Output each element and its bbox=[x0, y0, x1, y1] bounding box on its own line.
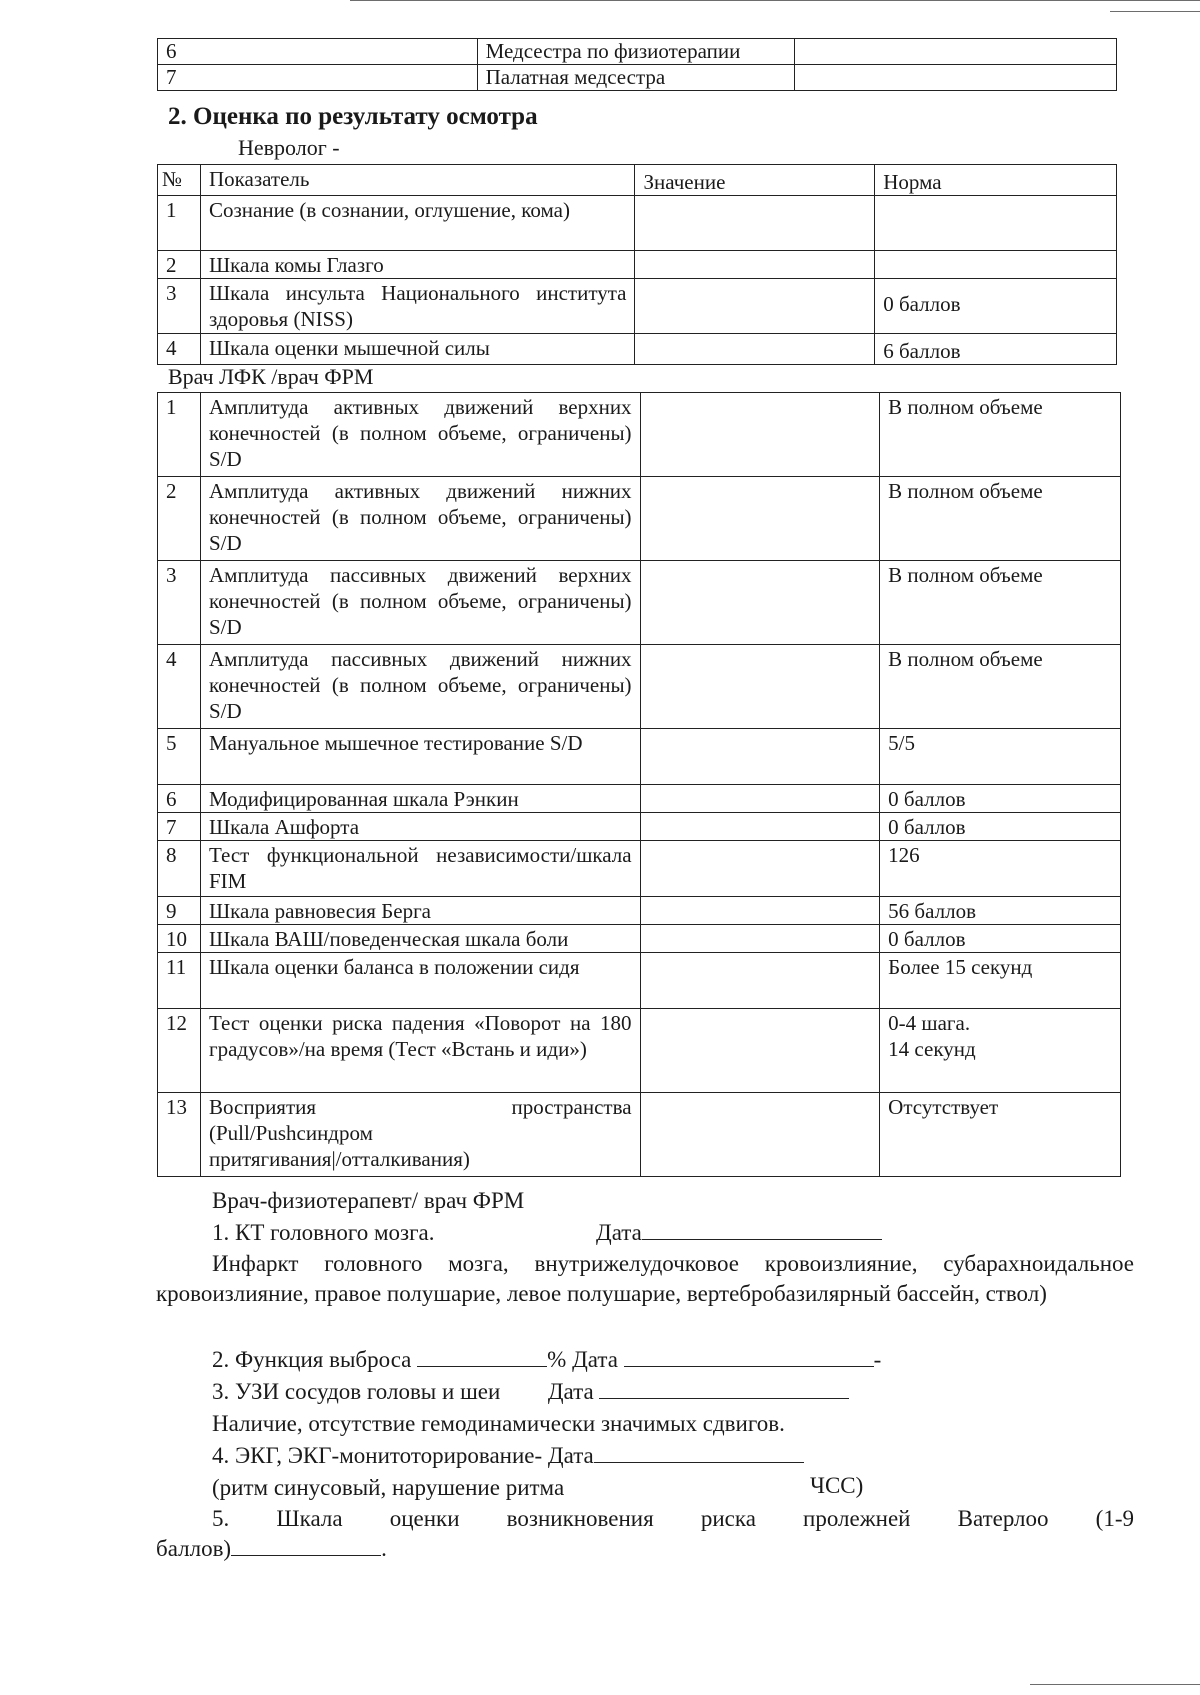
table-row bbox=[158, 279, 1117, 334]
staff-role: Медсестра по физиотерапии bbox=[477, 39, 795, 65]
table-row bbox=[158, 1093, 1121, 1177]
row-value bbox=[640, 925, 880, 953]
row-value bbox=[640, 785, 880, 813]
ef-dash: - bbox=[873, 1347, 882, 1372]
row-num: 12 bbox=[158, 1009, 201, 1093]
usg-note: Наличие, отсутствие гемодинамически значимых сдвигов. bbox=[212, 1411, 785, 1436]
row-value bbox=[640, 1009, 880, 1093]
scan-edge-line-top-right bbox=[1110, 11, 1200, 12]
header-num: № bbox=[158, 165, 201, 196]
row-num: 1 bbox=[158, 393, 201, 477]
row-norm: 56 баллов bbox=[880, 897, 1121, 925]
ct-date-label: Дата bbox=[596, 1220, 642, 1245]
row-norm bbox=[875, 196, 1117, 251]
row-norm: Более 15 секунд bbox=[880, 953, 1121, 1009]
indicator-line: Восприятия пространства bbox=[208, 1095, 632, 1119]
table-row bbox=[158, 953, 1121, 1009]
row-indicator: Тест оценки риска падения «Поворот на 180 градусов»/на время (Тест «Встань и иди») bbox=[200, 1009, 640, 1093]
row-norm: 6 баллов bbox=[875, 334, 1117, 365]
ef-field[interactable] bbox=[417, 1346, 547, 1367]
neuro-table bbox=[157, 164, 1117, 365]
row-norm: В полном объеме bbox=[880, 393, 1121, 477]
row-value bbox=[640, 841, 880, 897]
waterloo-tail-line bbox=[156, 1534, 1134, 1564]
norm-line: 14 секунд bbox=[888, 1037, 976, 1061]
row-value bbox=[640, 561, 880, 645]
row-norm: В полном объеме bbox=[880, 561, 1121, 645]
header-value: Значение bbox=[635, 165, 875, 196]
row-value bbox=[640, 897, 880, 925]
row-indicator: Шкала оценки мышечной силы bbox=[200, 334, 635, 365]
waterloo-title: 5. Шкала оценки возникновения риска пролежней Ватерлоо (1-9 bbox=[212, 1506, 1134, 1531]
row-num: 4 bbox=[158, 645, 201, 729]
table-row bbox=[158, 334, 1117, 365]
row-norm: В полном объеме bbox=[880, 477, 1121, 561]
usg-date-field[interactable] bbox=[599, 1378, 849, 1399]
usg-line bbox=[212, 1377, 849, 1407]
lfk-table bbox=[157, 392, 1121, 1177]
row-indicator: Амплитуда пассивных движений верхних конечностей (в полном объеме, ограничены) S/D bbox=[200, 561, 640, 645]
row-indicator: Амплитуда активных движений нижних конечностей (в полном объеме, ограничены) S/D bbox=[200, 477, 640, 561]
row-indicator: Шкала ВАШ/поведенческая шкала боли bbox=[200, 925, 640, 953]
row-num: 9 bbox=[158, 897, 201, 925]
table-row bbox=[158, 785, 1121, 813]
ef-percent: % bbox=[547, 1347, 567, 1372]
lfk-label: Врач ЛФК /врач ФРМ bbox=[168, 364, 374, 389]
table-row bbox=[158, 393, 1121, 477]
table-row bbox=[158, 897, 1121, 925]
row-indicator: Шкала комы Глазго bbox=[200, 251, 635, 279]
staff-num: 6 bbox=[158, 39, 478, 65]
ecg-hr: ЧСС) bbox=[810, 1473, 864, 1498]
row-value bbox=[635, 279, 875, 334]
row-indicator: Сознание (в сознании, оглушение, кома) bbox=[200, 196, 635, 251]
row-norm bbox=[880, 1009, 1121, 1093]
row-indicator: Шкала оценки баланса в положении сидя bbox=[200, 953, 640, 1009]
row-value bbox=[635, 251, 875, 279]
table-row bbox=[158, 39, 1117, 65]
row-indicator: Мануальное мышечное тестирование S/D bbox=[200, 729, 640, 785]
scan-edge-line-top bbox=[350, 0, 1200, 1]
row-norm: 0 баллов bbox=[880, 813, 1121, 841]
ef-date-field[interactable] bbox=[624, 1346, 874, 1367]
usg-date-label: Дата bbox=[547, 1379, 594, 1404]
row-indicator bbox=[200, 1093, 640, 1177]
ecg-date-field[interactable] bbox=[594, 1442, 804, 1463]
table-row bbox=[158, 645, 1121, 729]
ecg-note: (ритм синусовый, нарушение ритма bbox=[212, 1475, 565, 1500]
usg-title: 3. УЗИ сосудов головы и шеи bbox=[212, 1379, 501, 1404]
waterloo-field[interactable] bbox=[231, 1535, 381, 1556]
indicator-line: притягивания|/отталкивания) bbox=[208, 1147, 470, 1171]
table-row bbox=[158, 196, 1117, 251]
waterloo-line bbox=[156, 1504, 1134, 1564]
row-indicator: Шкала инсульта Национального института здоровья (NISS) bbox=[200, 279, 635, 334]
row-norm: 0 баллов bbox=[875, 279, 1117, 334]
ef-title: 2. Функция выброса bbox=[212, 1347, 412, 1372]
row-value bbox=[640, 953, 880, 1009]
row-norm: 0 баллов bbox=[880, 925, 1121, 953]
table-row bbox=[158, 477, 1121, 561]
row-num: 11 bbox=[158, 953, 201, 1009]
row-num: 1 bbox=[158, 196, 201, 251]
ecg-line bbox=[212, 1441, 804, 1471]
table-row bbox=[158, 561, 1121, 645]
waterloo-tail: баллов) bbox=[156, 1536, 232, 1561]
waterloo-period: . bbox=[381, 1536, 387, 1561]
table-header-row bbox=[158, 165, 1117, 196]
row-num: 2 bbox=[158, 251, 201, 279]
table-row bbox=[158, 251, 1117, 279]
ct-date-field[interactable] bbox=[642, 1219, 882, 1240]
ef-line bbox=[212, 1345, 881, 1375]
neurologist-label: Невролог - bbox=[238, 135, 340, 160]
row-norm bbox=[875, 251, 1117, 279]
row-num: 6 bbox=[158, 785, 201, 813]
row-indicator: Тест функциональной независимости/шкала FIM bbox=[200, 841, 640, 897]
row-norm: Отсутствует bbox=[880, 1093, 1121, 1177]
row-norm: 5/5 bbox=[880, 729, 1121, 785]
staff-num: 7 bbox=[158, 65, 478, 91]
row-indicator: Модифицированная шкала Рэнкин bbox=[200, 785, 640, 813]
row-num: 7 bbox=[158, 813, 201, 841]
row-num: 5 bbox=[158, 729, 201, 785]
row-num: 10 bbox=[158, 925, 201, 953]
row-value bbox=[635, 196, 875, 251]
physio-label: Врач-физиотерапевт/ врач ФРМ bbox=[212, 1188, 525, 1213]
staff-table bbox=[157, 38, 1117, 91]
row-norm: В полном объеме bbox=[880, 645, 1121, 729]
row-indicator: Амплитуда активных движений верхних конечностей (в полном объеме, ограничены) S/D bbox=[200, 393, 640, 477]
row-value bbox=[640, 729, 880, 785]
ecg-date-label: Дата bbox=[547, 1443, 594, 1468]
ct-line bbox=[212, 1218, 882, 1248]
row-value bbox=[635, 334, 875, 365]
ct-options: Инфаркт головного мозга, внутрижелудочковое кровоизлияние, субарахноидальное кровоизлияние, правое полушарие, левое полушарие, вертебробазилярный бассейн, ствол) bbox=[156, 1251, 1134, 1306]
table-row bbox=[158, 925, 1121, 953]
row-indicator: Шкала равновесия Берга bbox=[200, 897, 640, 925]
row-indicator: Амплитуда пассивных движений нижних конечностей (в полном объеме, ограничены) S/D bbox=[200, 645, 640, 729]
ct-title: 1. КТ головного мозга. bbox=[212, 1220, 435, 1245]
ef-date-label: Дата bbox=[572, 1347, 618, 1372]
staff-value bbox=[795, 65, 1117, 91]
indicator-line: (Pull/Pushсиндром bbox=[208, 1121, 373, 1145]
row-num: 3 bbox=[158, 561, 201, 645]
table-row bbox=[158, 1009, 1121, 1093]
norm-line: 0-4 шага. bbox=[888, 1011, 971, 1035]
scan-edge-line-bottom bbox=[1030, 1684, 1200, 1685]
table-row bbox=[158, 729, 1121, 785]
header-norm: Норма bbox=[875, 165, 1117, 196]
row-num: 3 bbox=[158, 279, 201, 334]
row-num: 13 bbox=[158, 1093, 201, 1177]
header-indicator: Показатель bbox=[200, 165, 635, 196]
row-value bbox=[640, 645, 880, 729]
row-value bbox=[640, 813, 880, 841]
row-value bbox=[640, 393, 880, 477]
section-title: 2. Оценка по результату осмотра bbox=[168, 103, 538, 130]
row-num: 2 bbox=[158, 477, 201, 561]
row-num: 8 bbox=[158, 841, 201, 897]
ecg-note-line bbox=[212, 1473, 564, 1503]
table-row bbox=[158, 65, 1117, 91]
row-norm: 126 bbox=[880, 841, 1121, 897]
row-value bbox=[640, 477, 880, 561]
table-row bbox=[158, 841, 1121, 897]
row-indicator: Шкала Ашфорта bbox=[200, 813, 640, 841]
staff-value bbox=[795, 39, 1117, 65]
ecg-title: 4. ЭКГ, ЭКГ-монитоторирование- bbox=[212, 1443, 543, 1468]
staff-role: Палатная медсестра bbox=[477, 65, 795, 91]
row-value bbox=[640, 1093, 880, 1177]
table-row bbox=[158, 813, 1121, 841]
row-num: 4 bbox=[158, 334, 201, 365]
row-norm: 0 баллов bbox=[880, 785, 1121, 813]
